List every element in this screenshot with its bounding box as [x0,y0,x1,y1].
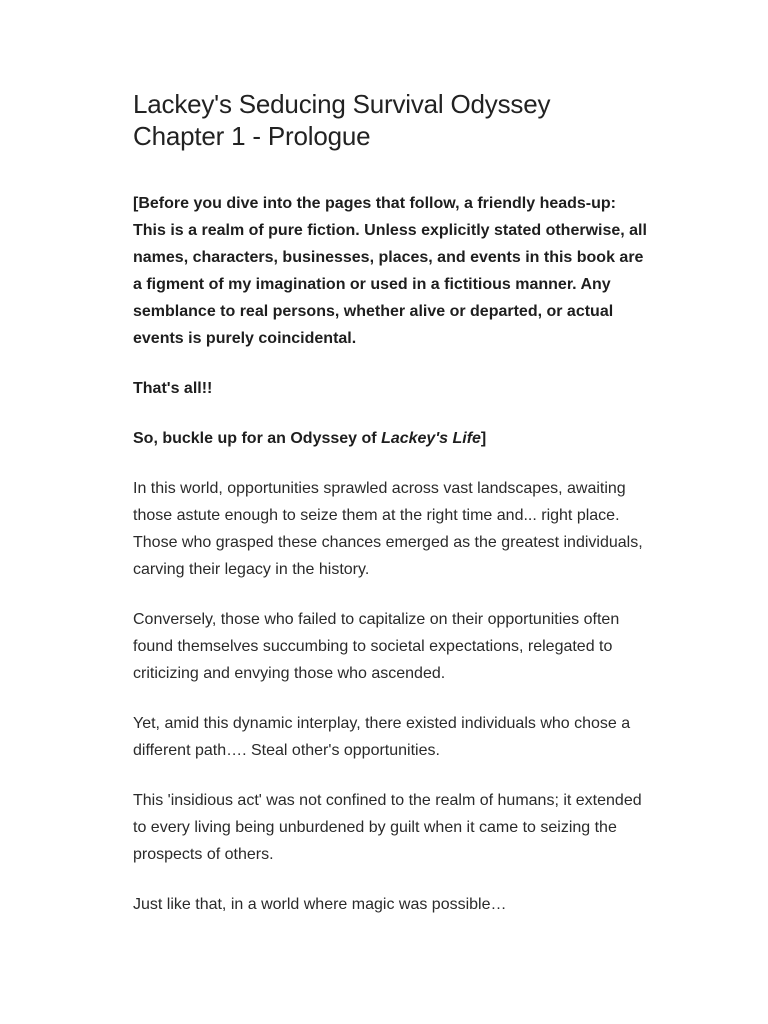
buckle-up-text: So, buckle up for an Odyssey of [133,430,382,447]
story-paragraph: Yet, amid this dynamic interplay, there existed individuals who chose a different path…. Steal other's opportunities. [133,715,631,759]
closing-bracket: ] [480,430,487,447]
story-paragraph: Just like that, in a world where magic was possible… [133,896,507,913]
chapter-body [133,190,648,918]
title-line-book: Lackey's Seducing Survival Odyssey [133,89,551,119]
chapter-title [133,88,648,152]
buckle-up-paragraph [133,425,648,452]
title-line-chapter: Chapter 1 - Prologue [133,121,371,151]
story-paragraph: In this world, opportunities sprawled across vast landscapes, awaiting those astute enough to seize them at the right time and... right place. Those who grasped these chances emerged as the greatest individuals, carving their legacy in the history. [133,480,643,578]
thats-all-paragraph: That's all!! [133,380,213,397]
story-paragraph: This 'insidious act' was not confined to the realm of humans; it extended to every living being unburdened by guilt when it came to seizing the prospects of others. [133,792,642,863]
book-name-italic: Lackey's Life [381,430,481,447]
disclaimer-paragraph: [Before you dive into the pages that follow, a friendly heads-up: This is a realm of pure fiction. Unless explicitly stated otherwise, all names, characters, businesses, places, and events in this book are a figment of my imagination or used in a fictitious manner. Any semblance to real persons, whether alive or departed, or actual events is purely coincidental. [133,195,647,347]
story-paragraph: Conversely, those who failed to capitalize on their opportunities often found themselves succumbing to societal expectations, relegated to criticizing and envying those who ascended. [133,611,620,682]
